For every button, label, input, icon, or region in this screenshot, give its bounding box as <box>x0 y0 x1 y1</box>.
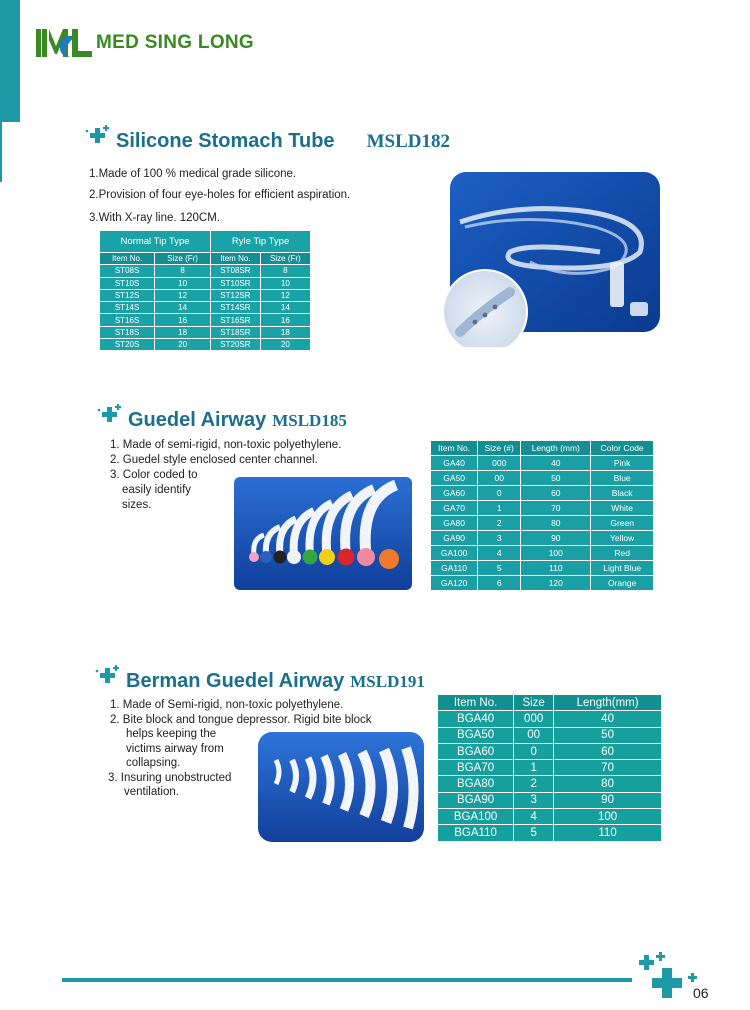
table-cell: 14 <box>155 302 211 314</box>
table-cell: BGA100 <box>438 809 514 825</box>
table-row <box>431 456 654 471</box>
table-cell: Yellow <box>591 531 654 546</box>
column-header: Item No. <box>211 253 261 265</box>
column-header: Size (Fr) <box>155 253 211 265</box>
table-row <box>431 531 654 546</box>
feature-line: ventilation. <box>124 786 179 798</box>
table-cell: 00 <box>478 471 521 486</box>
table-cell: GA50 <box>431 471 478 486</box>
table-row <box>100 302 311 314</box>
table-cell: 4 <box>478 546 521 561</box>
brand-name: MED SING LONG <box>96 32 255 53</box>
table-cell: ST12SR <box>211 289 261 301</box>
table-row <box>100 326 311 338</box>
table-cell: Blue <box>591 471 654 486</box>
table-cell: 14 <box>260 302 310 314</box>
table-cell: ST20S <box>100 339 155 351</box>
table-cell: 70 <box>521 501 591 516</box>
table-row <box>438 711 662 727</box>
table-cell: 50 <box>554 727 662 743</box>
table-cell: 50 <box>521 471 591 486</box>
stomach-tube-image-icon <box>440 172 660 347</box>
feature-line: 3. Color coded to <box>110 469 198 481</box>
table-cell: 6 <box>478 576 521 591</box>
feature-line: victims airway from <box>126 742 224 755</box>
section3-title: Berman Guedel Airway <box>126 670 345 692</box>
table-cell: 100 <box>554 809 662 825</box>
feature-line: 2. Guedel style enclosed center channel. <box>110 454 318 466</box>
table-row <box>431 516 654 531</box>
column-header: Size (Fr) <box>260 253 310 265</box>
side-accent-line <box>0 122 2 182</box>
table-cell: 18 <box>260 326 310 338</box>
table-cell: GA90 <box>431 531 478 546</box>
table-cell: 2 <box>514 776 554 792</box>
table-cell: 70 <box>554 760 662 776</box>
table-row <box>438 809 662 825</box>
msl-logo-mark-icon <box>36 26 94 60</box>
table-cell: Light Blue <box>591 561 654 576</box>
table-cell: 5 <box>478 561 521 576</box>
table-cell: 3 <box>478 531 521 546</box>
table-cell: 40 <box>554 711 662 727</box>
table-cell: 18 <box>155 326 211 338</box>
section2-title: Guedel Airway <box>128 409 267 431</box>
table-cell: Green <box>591 516 654 531</box>
table-cell: 1 <box>514 760 554 776</box>
column-header: Item No. <box>431 441 478 456</box>
table-cell: 20 <box>260 339 310 351</box>
table-cell: ST18S <box>100 326 155 338</box>
table-cell: 00 <box>514 727 554 743</box>
column-header: Item No. <box>438 695 514 711</box>
feature-line: easily identify <box>122 484 192 496</box>
table-cell: 2 <box>478 516 521 531</box>
table-cell: Red <box>591 546 654 561</box>
table-cell: 8 <box>260 265 310 277</box>
table-cell: 100 <box>521 546 591 561</box>
table-row <box>100 289 311 301</box>
table-cell: GA110 <box>431 561 478 576</box>
table-row <box>100 277 311 289</box>
table-cell: 20 <box>155 339 211 351</box>
feature-line: 3.With X-ray line. 120CM. <box>89 212 221 224</box>
section1-title: Silicone Stomach Tube <box>116 130 335 152</box>
section2-heading <box>96 404 347 432</box>
table-cell: 40 <box>521 456 591 471</box>
table-cell: GA70 <box>431 501 478 516</box>
table-cell: White <box>591 501 654 516</box>
table-row <box>431 576 654 591</box>
table-cell: 60 <box>521 486 591 501</box>
berman-airway-photo <box>258 732 424 842</box>
table-cell: 0 <box>514 743 554 759</box>
column-header: Color Code <box>591 441 654 456</box>
feature-line: helps keeping the <box>126 728 217 740</box>
table-cell: 000 <box>514 711 554 727</box>
table-cell: ST08SR <box>211 265 261 277</box>
berman-airway-table <box>437 694 662 842</box>
group-header: Ryle Tip Type <box>211 231 311 253</box>
section1-heading <box>84 125 450 153</box>
table-cell: BGA80 <box>438 776 514 792</box>
table-cell: ST20SR <box>211 339 261 351</box>
table-cell: 120 <box>521 576 591 591</box>
table-cell: 110 <box>521 561 591 576</box>
table-row <box>431 501 654 516</box>
column-header: Size <box>514 695 554 711</box>
table-row <box>100 314 311 326</box>
table-cell: ST16SR <box>211 314 261 326</box>
table-row <box>100 265 311 277</box>
table-cell: 90 <box>554 792 662 808</box>
table-cell: ST10S <box>100 277 155 289</box>
table-cell: BGA110 <box>438 825 514 841</box>
table-cell: 10 <box>155 277 211 289</box>
column-header: Length (mm) <box>521 441 591 456</box>
feature-line: sizes. <box>122 499 152 511</box>
table-cell: BGA70 <box>438 760 514 776</box>
table-cell: 80 <box>554 776 662 792</box>
berman-airway-image-icon <box>258 732 424 842</box>
table-cell: ST16S <box>100 314 155 326</box>
table-cell: Pink <box>591 456 654 471</box>
table-row <box>100 339 311 351</box>
table-cell: 110 <box>554 825 662 841</box>
column-header: Length(mm) <box>554 695 662 711</box>
table-cell: ST14S <box>100 302 155 314</box>
table-cell: 16 <box>260 314 310 326</box>
table-cell: 12 <box>260 289 310 301</box>
feature-line: 2.Provision of four eye-holes for efficient aspiration. <box>89 189 351 201</box>
column-header: Size (#) <box>478 441 521 456</box>
table-cell: 16 <box>155 314 211 326</box>
table-row <box>438 792 662 808</box>
column-header: Item No. <box>100 253 155 265</box>
table-cell: BGA60 <box>438 743 514 759</box>
side-accent-band <box>0 0 20 122</box>
table-cell: 4 <box>514 809 554 825</box>
guedel-airway-table <box>430 440 654 591</box>
table-cell: BGA50 <box>438 727 514 743</box>
table-cell: GA80 <box>431 516 478 531</box>
table-cell: 90 <box>521 531 591 546</box>
feature-line: 1. Made of semi-rigid, non-toxic polyethylene. <box>110 439 342 451</box>
table-cell: 12 <box>155 289 211 301</box>
table-cell: Orange <box>591 576 654 591</box>
table-row <box>431 471 654 486</box>
stomach-tube-photo <box>440 172 660 347</box>
table-cell: GA60 <box>431 486 478 501</box>
feature-line: 1.Made of 100 % medical grade silicone. <box>89 168 297 180</box>
table-cell: BGA90 <box>438 792 514 808</box>
table-row <box>431 561 654 576</box>
table-cell: GA40 <box>431 456 478 471</box>
table-cell: 10 <box>260 277 310 289</box>
medical-cross-icon <box>94 665 120 687</box>
feature-line: collapsing. <box>126 757 181 769</box>
guedel-airway-photo <box>234 477 412 590</box>
guedel-airway-image-icon <box>234 477 412 590</box>
table-row <box>438 825 662 841</box>
section1-code: MSLD182 <box>366 131 450 152</box>
table-cell: ST08S <box>100 265 155 277</box>
section3-code: MSLD191 <box>350 672 425 691</box>
medical-cross-icon <box>96 404 122 426</box>
table-cell: 80 <box>521 516 591 531</box>
table-cell: 3 <box>514 792 554 808</box>
table-cell: 1 <box>478 501 521 516</box>
table-cell: 000 <box>478 456 521 471</box>
medical-cross-icon <box>84 125 110 147</box>
table-cell: 5 <box>514 825 554 841</box>
section2-code: MSLD185 <box>272 411 347 430</box>
feature-line: 1. Made of Semi-rigid, non-toxic polyethylene. <box>110 699 344 711</box>
table-cell: ST10SR <box>211 277 261 289</box>
feature-line: 2. Bite block and tongue depressor. Rigid bite block <box>110 713 372 726</box>
feature-line: 3. Insuring unobstructed <box>108 771 232 784</box>
table-cell: Black <box>591 486 654 501</box>
table-row <box>438 727 662 743</box>
stomach-tube-table <box>99 230 311 351</box>
table-cell: ST18SR <box>211 326 261 338</box>
table-cell: 8 <box>155 265 211 277</box>
footer-divider <box>62 978 632 982</box>
table-row <box>431 546 654 561</box>
table-cell: ST12S <box>100 289 155 301</box>
table-cell: GA100 <box>431 546 478 561</box>
table-row <box>431 486 654 501</box>
table-row <box>438 776 662 792</box>
table-cell: GA120 <box>431 576 478 591</box>
table-row <box>438 743 662 759</box>
table-cell: BGA40 <box>438 711 514 727</box>
table-cell: 0 <box>478 486 521 501</box>
table-cell: 60 <box>554 743 662 759</box>
table-cell: ST14SR <box>211 302 261 314</box>
section3-heading <box>94 665 425 693</box>
group-header: Normal Tip Type <box>100 231 211 253</box>
page-number: 06 <box>693 985 709 1001</box>
table-row <box>438 760 662 776</box>
brand-logo <box>36 26 254 60</box>
section1-features <box>89 163 350 230</box>
